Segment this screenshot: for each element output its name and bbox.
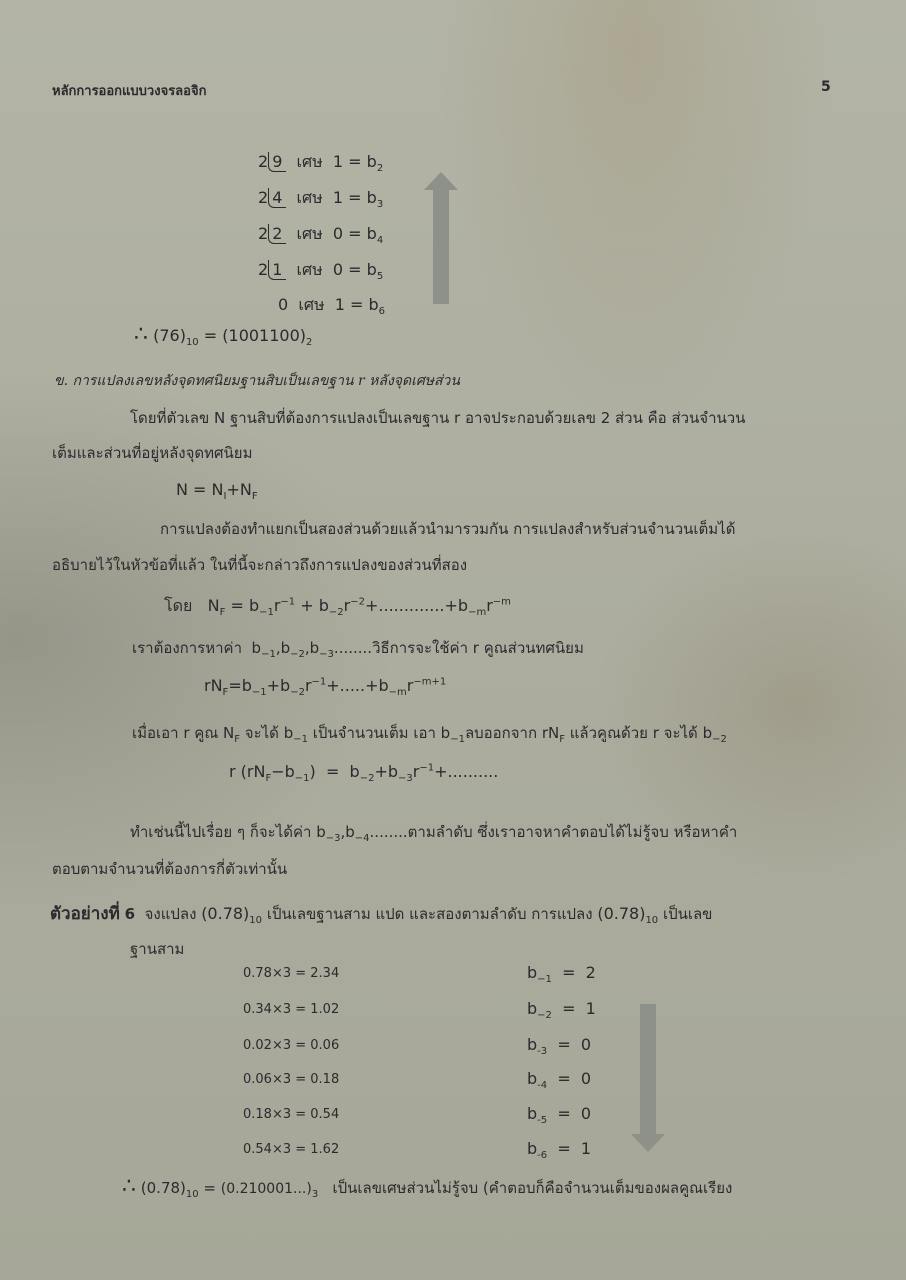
multiplication-step: 0.02×3 = 0.06 [243, 1038, 340, 1053]
equation-r-rnf: r $(rN_F-b_{-1}) = b_{-2}+b_{-3}r^{-1}+$.......... [229, 762, 499, 785]
digit-assignment: $b_{-3} = 0$ [527, 1035, 592, 1058]
paragraph-line: ฐานสาม [130, 940, 185, 958]
division-row: 2 1 เศษ $0 = b_5$ [258, 260, 384, 283]
divisor: 2 [258, 188, 269, 207]
remainder-label: เศษ [296, 224, 323, 243]
remainder-label: เศษ [296, 152, 323, 171]
paragraph-line: เราต้องการหาค่า $b_{-1},b_{-2},b_{-3}$........วิธีการจะใช้ค่า r คูณส่วนทศนิยม [132, 639, 584, 660]
remainder: 0 [332, 260, 344, 279]
multiplication-step: 0.06×3 = 0.18 [243, 1072, 340, 1087]
remainder: 0 [332, 224, 344, 243]
multiplication-step: 0.54×3 = 1.62 [243, 1142, 340, 1157]
running-header: หลักการออกแบบวงจรลอจิก [52, 84, 207, 99]
multiplication-step: 0.18×3 = 0.54 [243, 1107, 340, 1122]
dividend: 9 [268, 152, 286, 172]
remainder: 1 [332, 152, 344, 171]
digit-assignment: $b_{-6} = 1$ [527, 1139, 592, 1162]
section-heading: ข. การแปลงเลขหลังจุดทศนิยมฐานสิบเป็นเลขฐาน r หลังจุดเศษส่วน [54, 373, 460, 389]
divisor: 2 [258, 152, 269, 171]
digit-assignment: $b_{-5} = 0$ [527, 1104, 592, 1127]
remainder-label: เศษ [296, 188, 323, 207]
paragraph-line: ทำเช่นนี้ไปเรื่อย ๆ ก็จะได้ค่า $b_{-3},b_{-4}$........ตามลำดับ ซึ่งเราอาจหาคำตอบได้ไม่รู้จบ หรือหาคำ [130, 823, 738, 844]
dividend: 4 [268, 188, 286, 208]
remainder: 1 [334, 295, 345, 314]
page-number: 5 [821, 79, 831, 95]
division-row: 2 4 เศษ $1 = b_3$ [258, 188, 384, 211]
paragraph-line: อธิบายไว้ในหัวข้อที่แล้ว ในที่นี้จะกล่าวถึงการแปลงของส่วนที่สอง [52, 556, 468, 574]
paragraph-line: เต็มและส่วนที่อยู่หลังจุดทศนิยม [52, 444, 253, 462]
equation-nf: โดย $N_F = b_{-1}r^{-1} + b_{-2}r^{-2}+.............+b_{-m}r^{-m}$ [164, 596, 511, 619]
division-result: ∴ $(76)_{10} = (1001100)_2$ [134, 322, 313, 349]
digit-assignment: $b_{-2} = 1$ [527, 999, 596, 1022]
example-statement: ตัวอย่างที่ 6 จงแปลง $(0.78)_{10}$ เป็นเลขฐานสาม แปด และสองตามลำดับ การแปลง $(0.78)_{10}$ เป็นเลข [50, 904, 713, 926]
example-result: ∴ $(0.78)_{10} = (0.210001...)_3$ เป็นเลขเศษส่วนไม่รู้จบ (คำตอบก็คือจำนวนเต็มของผลคูณเรียง [122, 1174, 733, 1200]
multiplication-step: 0.78×3 = 2.34 [243, 966, 340, 981]
remainder-label: เศษ [298, 295, 325, 314]
division-row: 0 เศษ $1 = b_6$ [278, 295, 385, 318]
digit-assignment: $b_{-1} = 2$ [527, 963, 596, 986]
paragraph-line: โดยที่ตัวเลข N ฐานสิบที่ต้องการแปลงเป็นเลขฐาน r อาจประกอบด้วยเลข 2 ส่วน คือ ส่วนจำนวน [130, 409, 746, 427]
equation-n: $N = N_I+N_F$ [176, 480, 258, 503]
divisor: 2 [258, 224, 269, 243]
remainder: 1 [332, 188, 344, 207]
down-arrow-icon [631, 1004, 665, 1152]
dividend: 1 [268, 260, 286, 280]
dividend: 0 [278, 295, 289, 314]
division-row: 2 9 เศษ $1 = b_2$ [258, 152, 384, 175]
up-arrow-icon [424, 172, 458, 304]
dividend: 2 [268, 224, 286, 244]
equation-rnf: $rN_F=b_{-1}+b_{-2}r^{-1}+.....+b_{-m}r^{-m+1}$ [204, 676, 447, 699]
paragraph-line: การแปลงต้องทำแยกเป็นสองส่วนด้วยแล้วนำมารวมกัน การแปลงสำหรับส่วนจำนวนเต็มได้ [160, 520, 736, 538]
remainder-label: เศษ [296, 260, 323, 279]
divisor: 2 [258, 260, 269, 279]
paragraph-line: ตอบตามจำนวนที่ต้องการกี่ตัวเท่านั้น [52, 860, 288, 878]
paragraph-line: เมื่อเอา r คูณ $N_F$ จะได้ $b_{-1}$ เป็นจำนวนเต็ม เอา $b_{-1}$ลบออกจาก $rN_F$ แล้วคูณด้วย r จะได้ $b_{-2}$ [132, 724, 727, 745]
multiplication-step: 0.34×3 = 1.02 [243, 1002, 340, 1017]
division-row: 2 2 เศษ $0 = b_4$ [258, 224, 384, 247]
digit-assignment: $b_{-4} = 0$ [527, 1069, 592, 1092]
